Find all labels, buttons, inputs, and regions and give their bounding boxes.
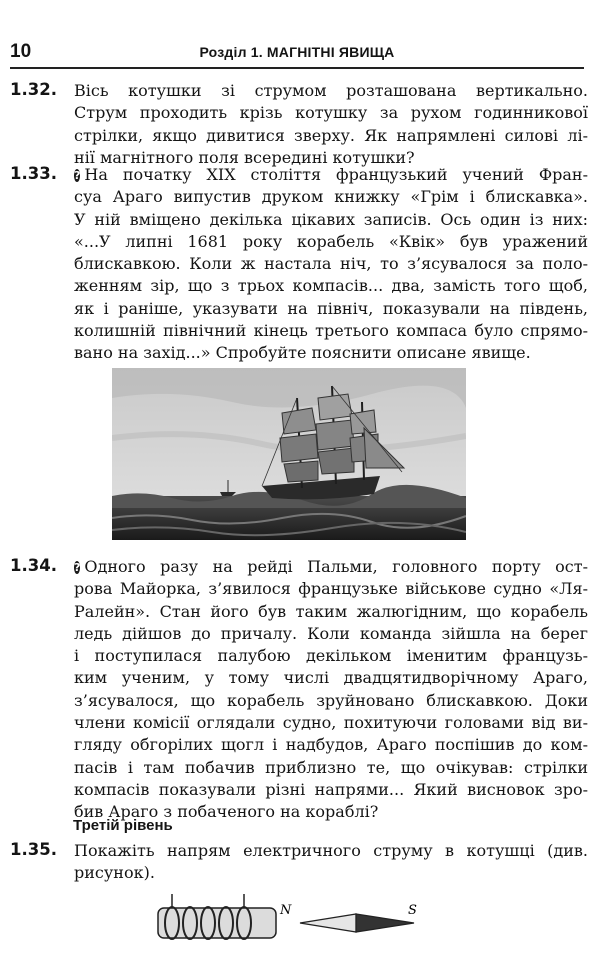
text-line-content: На початку XIX століття французький учений Фран- xyxy=(84,165,588,184)
text-line: колишній північний кінець третього компаса було спрямо- xyxy=(74,321,588,341)
problem-number: 1.32. xyxy=(10,80,57,99)
text-line: стрілки, якщо дивитися зверху. Як напрямлені силові лі- xyxy=(74,125,588,145)
text-line-content: Одного разу на рейді Пальми, головного порту ост- xyxy=(84,557,588,576)
problem-text xyxy=(74,840,588,885)
text-line: гляду обгорілих щогл і надбудов, Араго поспішив до ком- xyxy=(74,735,588,755)
text-line: ким ученим, у тому числі двадцятидворічному Араго, xyxy=(74,668,588,688)
text-line xyxy=(74,556,588,578)
text-line: нії магнітного поля всередині котушки? xyxy=(74,147,415,167)
problem-text xyxy=(74,80,588,169)
problem-text xyxy=(74,164,588,365)
text-line: блискавкою. Коли ж настала ніч, то з’ясувалося за поло- xyxy=(74,254,588,274)
text-line: компасів показували різні напрями... Який висновок зро- xyxy=(74,779,588,799)
page-header xyxy=(10,41,584,69)
text-line: члени комісії оглядали судно, похитуючи головами від ви- xyxy=(74,713,588,733)
problem-number: 1.35. xyxy=(10,840,57,859)
text-line: «...У липні 1681 року корабель «Квік» був уражений xyxy=(74,231,588,251)
section-label: Третій рівень xyxy=(73,817,173,834)
chapter-title: Розділ 1. МАГНІТНІ ЯВИЩА xyxy=(199,44,395,60)
text-line: ледь дійшов до причалу. Коли команда зійшла на берег xyxy=(74,623,588,643)
text-line: рисунок). xyxy=(74,863,155,883)
page-number: 10 xyxy=(10,41,32,62)
problem-number: 1.34. xyxy=(10,556,57,575)
text-line: рова Майорка, з’явилося французьке військове судно «Ля- xyxy=(74,579,588,599)
pole-s-label: S xyxy=(408,903,417,918)
text-line: і поступилася палубою декільком іменитим французь- xyxy=(74,646,588,666)
text-line xyxy=(74,164,588,186)
text-line: як і раніше, указувати на північ, показували на південь, xyxy=(74,298,588,318)
text-line: женням зір, що з трьох компасів... два, замість того щоб, xyxy=(74,276,588,296)
question-icon: ? xyxy=(74,561,81,574)
text-line: з’ясувалося, що корабель зруйновано блискавкою. Доки xyxy=(74,690,588,710)
text-line: Покажіть напрям електричного струму в котушці (див. xyxy=(74,841,588,860)
sailing-ship-illustration xyxy=(112,368,466,540)
pole-n-label: N xyxy=(280,903,292,918)
text-line: Ралейн». Стан його був таким жалюгідним, що корабель xyxy=(74,601,588,621)
text-line: У ній вміщено декілька цікавих записів. Ось один із них: xyxy=(74,209,588,229)
text-line: пасів і там побачив приблизно те, що очікував: стрілки xyxy=(74,757,588,777)
compass-needle xyxy=(300,914,414,932)
text-line: суа Араго випустив друком книжку «Грім і блискавка». xyxy=(74,187,588,207)
text-line: вано на захід...» Спробуйте пояснити описане явище. xyxy=(74,343,531,363)
question-icon: ? xyxy=(74,169,81,182)
text-line: Вісь котушки зі струмом розташована вертикально. xyxy=(74,81,588,100)
text-line: Струм проходить крізь котушку за рухом годинникової xyxy=(74,103,588,123)
text-line: бив Араго з побаченого на кораблі? xyxy=(74,802,379,822)
problem-text xyxy=(74,556,588,824)
problem-number: 1.33. xyxy=(10,164,57,183)
coil-compass-figure xyxy=(150,890,450,950)
coil xyxy=(158,894,276,939)
